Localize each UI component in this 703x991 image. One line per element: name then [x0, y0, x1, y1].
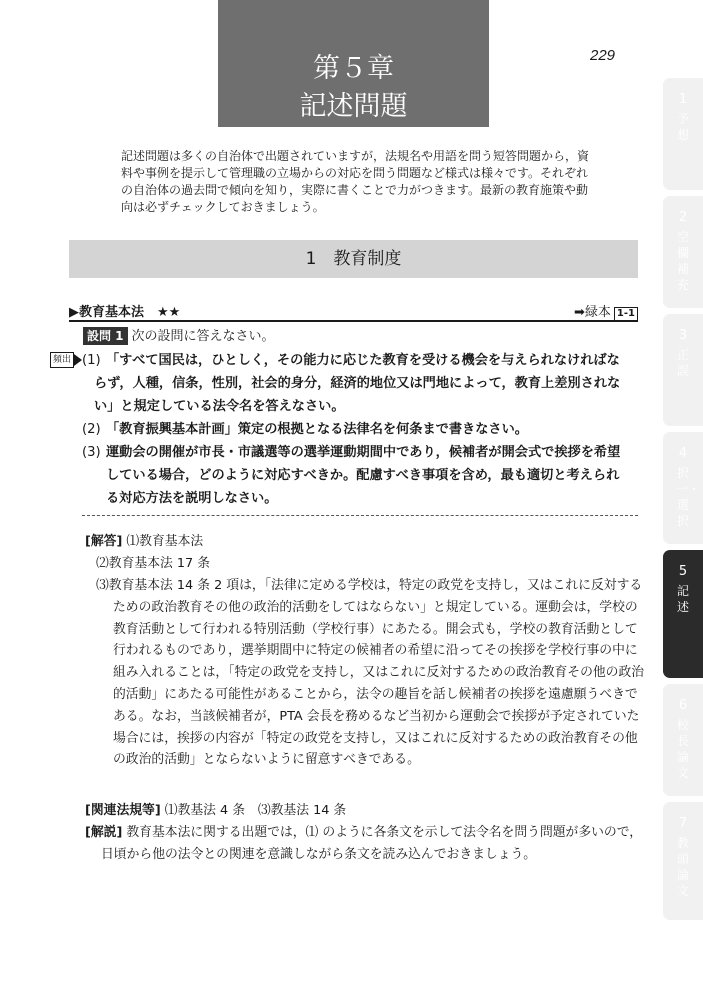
tab-number: 5 — [678, 564, 688, 579]
tab-label: 記述 — [676, 584, 689, 614]
chapter-title: 記述問題 — [299, 91, 408, 122]
section-heading: 1 教育制度 — [69, 240, 638, 278]
tab-label: 予想 — [676, 112, 689, 142]
question-item — [82, 441, 628, 510]
question-text: 「すべて国民は，ひとしく，その能力に応じた教育を受ける機会を与えられなければならず，人種，信条，性別，社会的身分，経済的地位又は門地によって，教育上差別されない」と規定している法令名を答えなさい。 — [94, 353, 621, 414]
tab-number: 2 — [678, 210, 688, 225]
answer-3: ⑶教育基本法 14 条 2 項は，「法律に定める学校は，特定の政党を支持し，又はこれに反対するための政治教育その他の政治的活動をしてはならない」と規定している。運動会は，学校の教育活動として行われる特別活動（学校行事）にあたる。開会式も，学校の教育活動として行われるものであり，選挙期間中に特定の候補者の希望に沿ってその挨拶を学校行事の中に組み入れることは，「特定の政党を支持し，又はこれに反対するための政治教育その他の政治的活動」にあたる可能性があることから，法令の趣旨を話し候補者の挨拶を遠慮願うべきである。なお，当該候補者が，PTA 会長を務めるなど当初から運動会で挨拶が予定されていた場合には，挨拶の内容が「特定の政党を支持し，又はこれに反対するための政治教育その他の政治的活動」とならないように留意すべきである。 — [96, 578, 645, 768]
question-badge: 設問 1 — [83, 327, 128, 345]
cross-reference — [574, 301, 638, 321]
question-number: (1) — [82, 353, 101, 368]
commentary-label: [解説] — [85, 825, 123, 840]
chapter-intro: 記述問題は多くの自治体で出題されていますが，法規名や用語を問う短答問題から，資料や事例を提示して管理職の立場からの対応を問う問題など様式は様々です。それぞれの自治体の過去問で傾向を知り，実際に書くことで力がつきます。最新の教育施策や動向は必ずチェックしておきましょう。 — [121, 149, 590, 214]
tab-label: 択一・選択 — [676, 466, 701, 528]
chapter-tab-3[interactable] — [663, 314, 703, 426]
question-item — [82, 418, 628, 441]
tab-number: 4 — [678, 446, 688, 461]
answer-1: ⑴教育基本法 — [126, 534, 204, 549]
question-text: 運動会の開催が市長・市議選等の選挙運動期間中であり，候補者が開会式で挨拶を希望している場合，どのように対応すべきか。配慮すべき事項を含め，最も適切と考えられる対応方法を説明しなさい。 — [106, 445, 621, 506]
reference-badge: 1-1 — [614, 307, 638, 321]
answer-label: [解答] — [85, 534, 123, 549]
question-instruction: 次の設問に答えなさい。 — [131, 329, 275, 344]
tab-label: 校長論文 — [676, 718, 689, 780]
answer-line-1 — [85, 531, 203, 552]
chapter-tab-4[interactable] — [663, 432, 703, 544]
chapter-tab-2[interactable] — [663, 196, 703, 308]
related-laws — [85, 800, 346, 821]
tab-label: 空欄補充 — [676, 230, 689, 292]
question-item — [82, 349, 628, 418]
page-number: 229 — [590, 47, 616, 64]
question-number: (2) — [82, 422, 101, 437]
question-set-header — [83, 327, 275, 347]
chapter-tab-5[interactable] — [663, 550, 703, 678]
chapter-number: 第５章 — [313, 53, 394, 84]
chapter-tab-6[interactable] — [663, 684, 703, 796]
question-text: 「教育振興基本計画」策定の根拠となる法律名を何条まで書きなさい。 — [106, 422, 528, 437]
commentary — [85, 822, 646, 866]
reference-text: ➡緑本 — [574, 305, 611, 320]
separator — [82, 515, 638, 516]
answer-2: ⑵教育基本法 17 条 — [96, 556, 210, 571]
tab-label: 教頭論文 — [676, 836, 689, 898]
tab-number: 1 — [678, 92, 688, 107]
tab-number: 6 — [678, 698, 688, 713]
related-text: ⑴教基法 4 条 ⑶教基法 14 条 — [164, 803, 347, 818]
tab-label: 正誤 — [676, 348, 689, 378]
chapter-tab-1[interactable] — [663, 78, 703, 190]
tab-number: 3 — [678, 328, 688, 343]
chapter-header — [218, 0, 489, 127]
frequent-marker: 頻出 — [50, 352, 74, 368]
chapter-tab-7[interactable] — [663, 802, 703, 920]
commentary-text: 教育基本法に関する出題では，⑴ のように各条文を示して法令名を問う問題が多いので，日頃から他の法令との関連を意識しながら条文を読み込んでおきましょう。 — [101, 825, 643, 862]
related-label: [関連法規等] — [85, 803, 161, 818]
tab-number: 7 — [678, 816, 688, 831]
topic-title: ▶教育基本法 ★★ — [69, 305, 181, 320]
question-number: (3) — [82, 445, 101, 460]
topic-heading — [69, 300, 638, 322]
